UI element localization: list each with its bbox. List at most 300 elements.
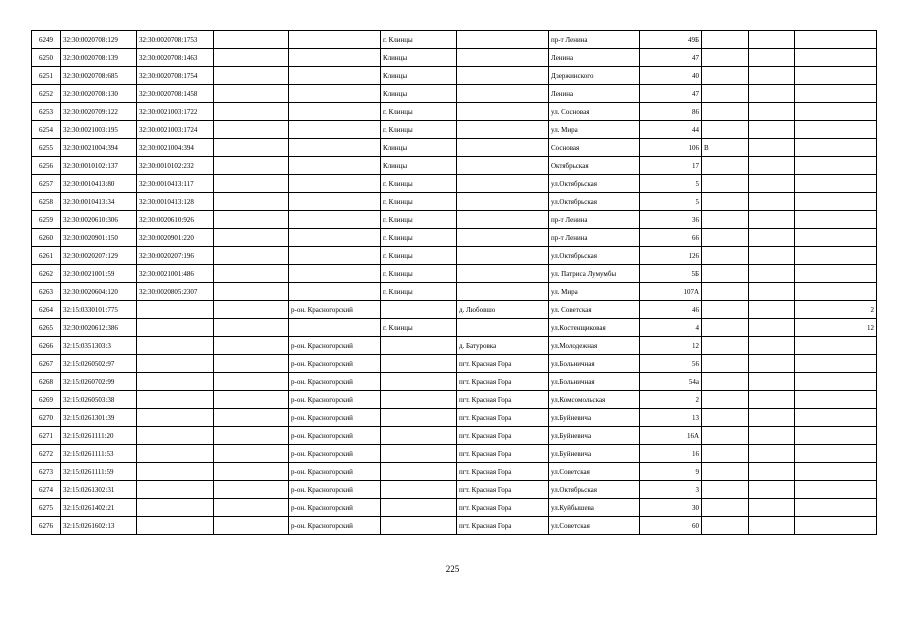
cell-city bbox=[381, 445, 457, 463]
cell-street: ул. Мира bbox=[549, 283, 640, 301]
cell-cadastral-number: 32:15:0261111:20 bbox=[61, 427, 137, 445]
cell-cadastral-number: 32:15:0261402:21 bbox=[61, 499, 137, 517]
cell-cadastral-number-2 bbox=[137, 445, 214, 463]
cell-col-11 bbox=[749, 31, 795, 49]
cell-street: ул.Комсомольская bbox=[549, 391, 640, 409]
cell-cadastral-number: 32:15:0260502:97 bbox=[61, 355, 137, 373]
cell-street: пр-т Ленина bbox=[549, 229, 640, 247]
cell-settlement: пгт. Красная Гора bbox=[457, 445, 549, 463]
cell-col-4 bbox=[214, 445, 289, 463]
cell-house: 126 bbox=[640, 247, 702, 265]
cell-building bbox=[702, 229, 749, 247]
cell-row-number: 6260 bbox=[32, 229, 61, 247]
cell-col-4 bbox=[214, 373, 289, 391]
cell-building bbox=[702, 121, 749, 139]
cell-settlement: пгт. Красная Гора bbox=[457, 499, 549, 517]
cell-settlement: пгт. Красная Гора bbox=[457, 373, 549, 391]
cell-cadastral-number-2 bbox=[137, 409, 214, 427]
table-row bbox=[32, 337, 877, 355]
cell-settlement: пгт. Красная Гора bbox=[457, 517, 549, 535]
cell-house: 13 bbox=[640, 409, 702, 427]
cell-city: г. Клинцы bbox=[381, 31, 457, 49]
cell-district bbox=[289, 175, 381, 193]
cell-cadastral-number: 32:15:0260503:38 bbox=[61, 391, 137, 409]
cell-cadastral-number: 32:15:0261302:31 bbox=[61, 481, 137, 499]
cell-district bbox=[289, 67, 381, 85]
cell-apartment: 12 bbox=[795, 319, 877, 337]
cell-building bbox=[702, 481, 749, 499]
cell-apartment: 2 bbox=[795, 301, 877, 319]
cell-apartment bbox=[795, 247, 877, 265]
cell-col-4 bbox=[214, 175, 289, 193]
table-row bbox=[32, 247, 877, 265]
cell-settlement bbox=[457, 121, 549, 139]
cell-house: 17 bbox=[640, 157, 702, 175]
table-row bbox=[32, 103, 877, 121]
cell-house: 9 bbox=[640, 463, 702, 481]
cell-col-11 bbox=[749, 445, 795, 463]
cell-building bbox=[702, 391, 749, 409]
cell-row-number: 6262 bbox=[32, 265, 61, 283]
cell-col-4 bbox=[214, 319, 289, 337]
cell-col-11 bbox=[749, 229, 795, 247]
cell-col-11 bbox=[749, 283, 795, 301]
cell-col-4 bbox=[214, 355, 289, 373]
cell-col-4 bbox=[214, 283, 289, 301]
cell-street: ул.Буйневича bbox=[549, 427, 640, 445]
cell-cadastral-number-2: 32:30:0020708:1753 bbox=[137, 31, 214, 49]
table-row bbox=[32, 175, 877, 193]
cell-district: р-он. Красногорский bbox=[289, 355, 381, 373]
cell-district bbox=[289, 31, 381, 49]
cell-col-4 bbox=[214, 67, 289, 85]
table-row bbox=[32, 391, 877, 409]
cell-cadastral-number-2 bbox=[137, 337, 214, 355]
cell-building bbox=[702, 85, 749, 103]
cell-cadastral-number-2: 32:30:0021001:486 bbox=[137, 265, 214, 283]
cell-row-number: 6261 bbox=[32, 247, 61, 265]
cell-col-4 bbox=[214, 157, 289, 175]
cell-city: г. Клинцы bbox=[381, 193, 457, 211]
cell-col-11 bbox=[749, 463, 795, 481]
cell-row-number: 6268 bbox=[32, 373, 61, 391]
cell-settlement: пгт. Красная Гора bbox=[457, 409, 549, 427]
cell-row-number: 6265 bbox=[32, 319, 61, 337]
cell-street: ул.Больничная bbox=[549, 373, 640, 391]
table-row bbox=[32, 427, 877, 445]
cell-cadastral-number-2 bbox=[137, 427, 214, 445]
cell-settlement bbox=[457, 283, 549, 301]
cell-district bbox=[289, 49, 381, 67]
cell-street: ул. Мира bbox=[549, 121, 640, 139]
cell-district: р-он. Красногорский bbox=[289, 373, 381, 391]
cell-city bbox=[381, 499, 457, 517]
cell-col-4 bbox=[214, 427, 289, 445]
cell-building bbox=[702, 409, 749, 427]
cell-building bbox=[702, 157, 749, 175]
cell-cadastral-number-2 bbox=[137, 499, 214, 517]
cell-building bbox=[702, 193, 749, 211]
cell-house: 12 bbox=[640, 337, 702, 355]
cell-cadastral-number-2: 32:30:0020901:220 bbox=[137, 229, 214, 247]
cell-building bbox=[702, 301, 749, 319]
cell-cadastral-number: 32:15:0330101:775 bbox=[61, 301, 137, 319]
cell-district bbox=[289, 85, 381, 103]
cell-cadastral-number: 32:30:0020708:129 bbox=[61, 31, 137, 49]
cell-cadastral-number: 32:15:0260702:99 bbox=[61, 373, 137, 391]
cell-col-11 bbox=[749, 85, 795, 103]
cell-col-11 bbox=[749, 427, 795, 445]
cell-district bbox=[289, 265, 381, 283]
cell-building bbox=[702, 211, 749, 229]
cell-city bbox=[381, 337, 457, 355]
cell-row-number: 6251 bbox=[32, 67, 61, 85]
cell-col-11 bbox=[749, 157, 795, 175]
cell-row-number: 6257 bbox=[32, 175, 61, 193]
cell-col-4 bbox=[214, 481, 289, 499]
cell-cadastral-number-2: 32:30:0021004:394 bbox=[137, 139, 214, 157]
cell-cadastral-number-2 bbox=[137, 517, 214, 535]
cell-building bbox=[702, 103, 749, 121]
cell-house: 47 bbox=[640, 85, 702, 103]
cell-col-4 bbox=[214, 229, 289, 247]
cell-apartment bbox=[795, 121, 877, 139]
cell-settlement bbox=[457, 31, 549, 49]
cell-apartment bbox=[795, 211, 877, 229]
cell-row-number: 6272 bbox=[32, 445, 61, 463]
cell-city: г. Клинцы bbox=[381, 247, 457, 265]
cell-cadastral-number-2 bbox=[137, 391, 214, 409]
cell-cadastral-number-2: 32:30:0020805:2307 bbox=[137, 283, 214, 301]
cell-district bbox=[289, 283, 381, 301]
cell-house: 47 bbox=[640, 49, 702, 67]
cell-house: 4 bbox=[640, 319, 702, 337]
cell-city bbox=[381, 427, 457, 445]
cell-col-11 bbox=[749, 121, 795, 139]
cell-district bbox=[289, 103, 381, 121]
cell-city bbox=[381, 391, 457, 409]
cell-cadastral-number-2: 32:30:0020708:1463 bbox=[137, 49, 214, 67]
cell-settlement: пгт. Красная Гора bbox=[457, 481, 549, 499]
cell-street: ул.Октябрьская bbox=[549, 193, 640, 211]
cell-settlement bbox=[457, 193, 549, 211]
cell-cadastral-number: 32:30:0020901:150 bbox=[61, 229, 137, 247]
cell-row-number: 6269 bbox=[32, 391, 61, 409]
cell-apartment bbox=[795, 373, 877, 391]
cell-cadastral-number: 32:30:0020709:122 bbox=[61, 103, 137, 121]
cell-col-4 bbox=[214, 517, 289, 535]
cell-house: 86 bbox=[640, 103, 702, 121]
cell-house: 40 bbox=[640, 67, 702, 85]
cell-street: пр-т Ленина bbox=[549, 31, 640, 49]
cell-apartment bbox=[795, 337, 877, 355]
cell-col-11 bbox=[749, 373, 795, 391]
cell-house: 2 bbox=[640, 391, 702, 409]
cell-street: ул.Октябрьская bbox=[549, 175, 640, 193]
cell-house: 46 bbox=[640, 301, 702, 319]
cell-col-4 bbox=[214, 391, 289, 409]
cell-row-number: 6266 bbox=[32, 337, 61, 355]
cell-city bbox=[381, 481, 457, 499]
cell-city: Клинцы bbox=[381, 49, 457, 67]
cell-apartment bbox=[795, 517, 877, 535]
cell-street: Сосновая bbox=[549, 139, 640, 157]
cell-district: р-он. Красногорский bbox=[289, 427, 381, 445]
cell-district: р-он. Красногорский bbox=[289, 445, 381, 463]
table-row bbox=[32, 121, 877, 139]
cell-building bbox=[702, 337, 749, 355]
cell-apartment bbox=[795, 193, 877, 211]
cell-apartment bbox=[795, 85, 877, 103]
cell-building bbox=[702, 49, 749, 67]
cell-row-number: 6255 bbox=[32, 139, 61, 157]
cell-col-4 bbox=[214, 247, 289, 265]
cell-house: 30 bbox=[640, 499, 702, 517]
table-row bbox=[32, 193, 877, 211]
cell-col-11 bbox=[749, 481, 795, 499]
cell-settlement bbox=[457, 157, 549, 175]
cell-cadastral-number-2 bbox=[137, 481, 214, 499]
cell-city bbox=[381, 301, 457, 319]
cell-street: Октябрьская bbox=[549, 157, 640, 175]
cell-street: пр-т Ленина bbox=[549, 211, 640, 229]
cell-apartment bbox=[795, 481, 877, 499]
cell-settlement bbox=[457, 67, 549, 85]
cell-apartment bbox=[795, 427, 877, 445]
cell-row-number: 6258 bbox=[32, 193, 61, 211]
cell-building bbox=[702, 247, 749, 265]
cell-building bbox=[702, 499, 749, 517]
cell-building bbox=[702, 31, 749, 49]
cell-street: ул.Октябрьская bbox=[549, 247, 640, 265]
table-row bbox=[32, 139, 877, 157]
cell-cadastral-number: 32:15:0261111:53 bbox=[61, 445, 137, 463]
cell-building bbox=[702, 373, 749, 391]
cell-col-4 bbox=[214, 301, 289, 319]
cell-row-number: 6252 bbox=[32, 85, 61, 103]
cell-apartment bbox=[795, 139, 877, 157]
cell-col-4 bbox=[214, 85, 289, 103]
cell-house: 5Б bbox=[640, 265, 702, 283]
cell-street: ул.Костенщиковая bbox=[549, 319, 640, 337]
cell-cadastral-number-2: 32:30:0020207:196 bbox=[137, 247, 214, 265]
cell-city bbox=[381, 373, 457, 391]
cell-house: 5 bbox=[640, 175, 702, 193]
cell-settlement bbox=[457, 247, 549, 265]
cell-apartment bbox=[795, 31, 877, 49]
cell-cadastral-number: 32:15:0261111:59 bbox=[61, 463, 137, 481]
cell-district: р-он. Красногорский bbox=[289, 409, 381, 427]
cell-settlement: д. Батуровка bbox=[457, 337, 549, 355]
cell-apartment bbox=[795, 67, 877, 85]
cell-col-11 bbox=[749, 103, 795, 121]
cell-district: р-он. Красногорский bbox=[289, 499, 381, 517]
cell-house: 3 bbox=[640, 481, 702, 499]
cell-col-4 bbox=[214, 211, 289, 229]
cell-city: г. Клинцы bbox=[381, 265, 457, 283]
cell-settlement: пгт. Красная Гора bbox=[457, 463, 549, 481]
table-row bbox=[32, 211, 877, 229]
cell-col-11 bbox=[749, 139, 795, 157]
cell-city: г. Клинцы bbox=[381, 121, 457, 139]
cell-street: ул.Октябрьская bbox=[549, 481, 640, 499]
cell-cadastral-number: 32:30:0010413:80 bbox=[61, 175, 137, 193]
cell-cadastral-number-2: 32:30:0020708:1458 bbox=[137, 85, 214, 103]
cell-settlement: пгт. Красная Гора bbox=[457, 355, 549, 373]
cell-settlement bbox=[457, 211, 549, 229]
cell-row-number: 6250 bbox=[32, 49, 61, 67]
cell-row-number: 6270 bbox=[32, 409, 61, 427]
cell-apartment bbox=[795, 49, 877, 67]
cell-district bbox=[289, 139, 381, 157]
cell-building bbox=[702, 463, 749, 481]
table-row bbox=[32, 67, 877, 85]
cell-street: Ленина bbox=[549, 49, 640, 67]
cell-cadastral-number: 32:15:0261301:39 bbox=[61, 409, 137, 427]
table-row bbox=[32, 481, 877, 499]
cell-col-4 bbox=[214, 139, 289, 157]
cell-house: 60 bbox=[640, 517, 702, 535]
cell-cadastral-number-2: 32:30:0010413:117 bbox=[137, 175, 214, 193]
cell-apartment bbox=[795, 175, 877, 193]
cell-street: ул.Больничная bbox=[549, 355, 640, 373]
cell-house: 49Б bbox=[640, 31, 702, 49]
cell-street: ул.Советская bbox=[549, 463, 640, 481]
cell-house: 16А bbox=[640, 427, 702, 445]
cell-building bbox=[702, 355, 749, 373]
cell-street: Дзержинского bbox=[549, 67, 640, 85]
cell-apartment bbox=[795, 103, 877, 121]
cell-building bbox=[702, 517, 749, 535]
table-row bbox=[32, 355, 877, 373]
cell-cadastral-number: 32:30:0021004:394 bbox=[61, 139, 137, 157]
table-row bbox=[32, 265, 877, 283]
cell-building bbox=[702, 427, 749, 445]
cell-col-4 bbox=[214, 193, 289, 211]
cell-col-11 bbox=[749, 337, 795, 355]
cell-city: г. Клинцы bbox=[381, 283, 457, 301]
cell-col-4 bbox=[214, 103, 289, 121]
cell-street: ул.Буйневича bbox=[549, 409, 640, 427]
cell-city bbox=[381, 409, 457, 427]
cell-city: Клинцы bbox=[381, 157, 457, 175]
cell-row-number: 6263 bbox=[32, 283, 61, 301]
cell-cadastral-number: 32:30:0020708:685 bbox=[61, 67, 137, 85]
cell-district bbox=[289, 229, 381, 247]
cell-district bbox=[289, 193, 381, 211]
cell-row-number: 6254 bbox=[32, 121, 61, 139]
cell-col-11 bbox=[749, 49, 795, 67]
cell-district bbox=[289, 121, 381, 139]
cell-col-11 bbox=[749, 499, 795, 517]
table-row bbox=[32, 409, 877, 427]
cell-col-11 bbox=[749, 211, 795, 229]
cell-house: 54а bbox=[640, 373, 702, 391]
cell-building bbox=[702, 67, 749, 85]
cell-building bbox=[702, 265, 749, 283]
cell-col-4 bbox=[214, 265, 289, 283]
cell-street: ул.Молодежная bbox=[549, 337, 640, 355]
cell-cadastral-number-2: 32:30:0010413:128 bbox=[137, 193, 214, 211]
cell-apartment bbox=[795, 463, 877, 481]
cell-settlement bbox=[457, 103, 549, 121]
cell-col-4 bbox=[214, 49, 289, 67]
cell-col-11 bbox=[749, 67, 795, 85]
table-row bbox=[32, 445, 877, 463]
cell-apartment bbox=[795, 265, 877, 283]
cell-street: ул.Советская bbox=[549, 517, 640, 535]
table-row bbox=[32, 31, 877, 49]
cell-district: р-он. Красногорский bbox=[289, 391, 381, 409]
cell-cadastral-number: 32:30:0020612:386 bbox=[61, 319, 137, 337]
cell-settlement bbox=[457, 229, 549, 247]
cell-cadastral-number: 32:15:0261602:13 bbox=[61, 517, 137, 535]
cell-street: ул.Буйневича bbox=[549, 445, 640, 463]
cell-settlement bbox=[457, 265, 549, 283]
cell-street: ул. Патриса Лумумбы bbox=[549, 265, 640, 283]
cell-settlement bbox=[457, 139, 549, 157]
cell-cadastral-number: 32:30:0021003:195 bbox=[61, 121, 137, 139]
cell-col-11 bbox=[749, 355, 795, 373]
cell-cadastral-number: 32:30:0010413:34 bbox=[61, 193, 137, 211]
cell-cadastral-number-2: 32:30:0020708:1754 bbox=[137, 67, 214, 85]
cell-col-4 bbox=[214, 499, 289, 517]
table-row bbox=[32, 157, 877, 175]
cell-district bbox=[289, 319, 381, 337]
cell-apartment bbox=[795, 229, 877, 247]
cell-house: 66 bbox=[640, 229, 702, 247]
cell-building: В bbox=[702, 139, 749, 157]
cell-city bbox=[381, 517, 457, 535]
cell-building bbox=[702, 175, 749, 193]
table-row bbox=[32, 373, 877, 391]
cell-city: Клинцы bbox=[381, 85, 457, 103]
cell-col-11 bbox=[749, 175, 795, 193]
table-row bbox=[32, 229, 877, 247]
cell-settlement bbox=[457, 49, 549, 67]
cell-cadastral-number-2: 32:30:0010102:232 bbox=[137, 157, 214, 175]
cell-house: 44 bbox=[640, 121, 702, 139]
cell-city: Клинцы bbox=[381, 67, 457, 85]
cell-cadastral-number: 32:30:0020604:120 bbox=[61, 283, 137, 301]
table-row bbox=[32, 301, 877, 319]
cell-city: г. Клинцы bbox=[381, 229, 457, 247]
cell-col-11 bbox=[749, 265, 795, 283]
cell-cadastral-number: 32:30:0020708:130 bbox=[61, 85, 137, 103]
cell-col-11 bbox=[749, 301, 795, 319]
cell-row-number: 6259 bbox=[32, 211, 61, 229]
cell-col-11 bbox=[749, 319, 795, 337]
cell-city bbox=[381, 463, 457, 481]
cell-cadastral-number: 32:30:0021001:59 bbox=[61, 265, 137, 283]
registry-table bbox=[31, 30, 877, 535]
cell-apartment bbox=[795, 391, 877, 409]
cell-house: 16 bbox=[640, 445, 702, 463]
cell-settlement: пгт. Красная Гора bbox=[457, 391, 549, 409]
cell-col-11 bbox=[749, 193, 795, 211]
table-row bbox=[32, 49, 877, 67]
cell-cadastral-number: 32:30:0020708:139 bbox=[61, 49, 137, 67]
cell-house: 107А bbox=[640, 283, 702, 301]
table-row bbox=[32, 319, 877, 337]
cell-settlement bbox=[457, 319, 549, 337]
cell-street: Ленина bbox=[549, 85, 640, 103]
cell-col-11 bbox=[749, 391, 795, 409]
cell-col-4 bbox=[214, 463, 289, 481]
cell-cadastral-number-2 bbox=[137, 373, 214, 391]
cell-cadastral-number-2 bbox=[137, 319, 214, 337]
cell-row-number: 6267 bbox=[32, 355, 61, 373]
